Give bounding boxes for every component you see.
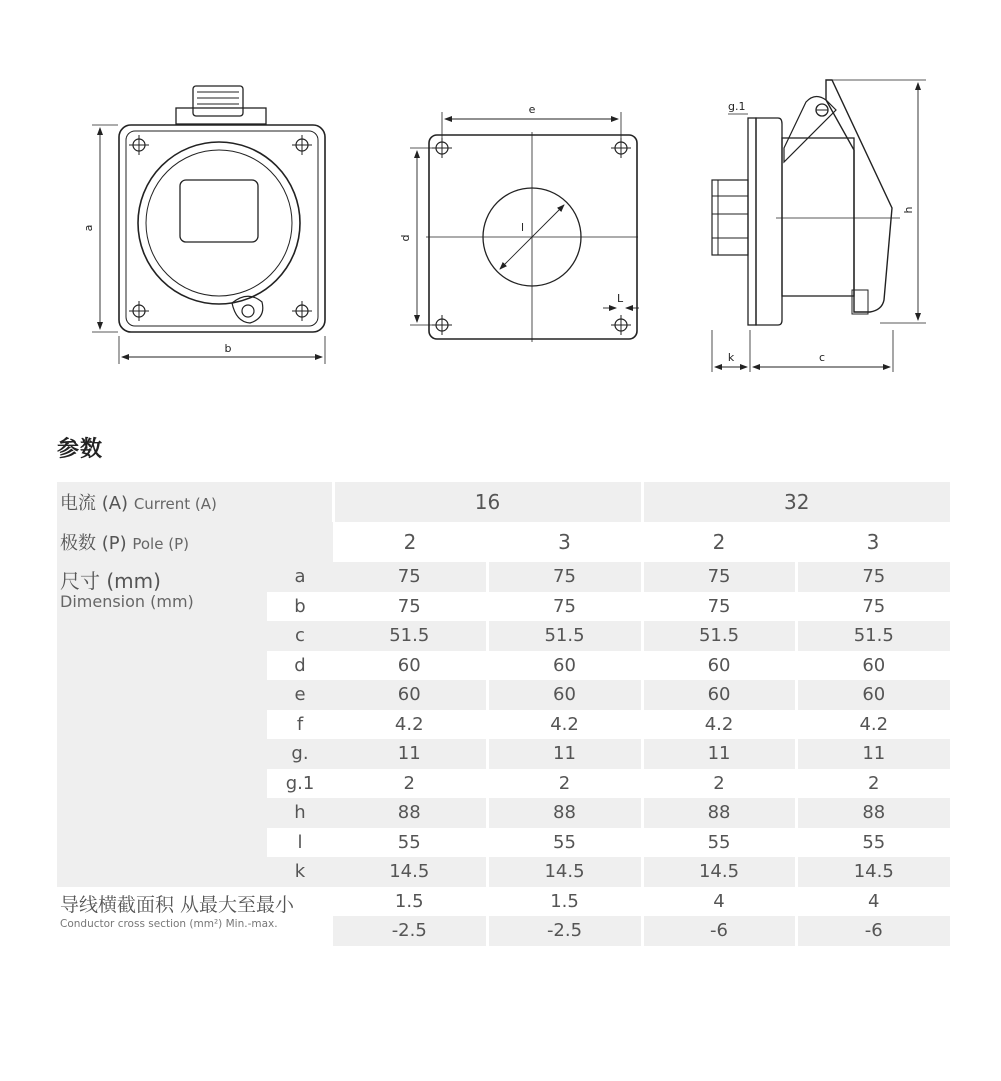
dimension-row xyxy=(57,562,950,592)
dimension-key: g.1 xyxy=(285,772,315,794)
row-pole xyxy=(57,522,950,562)
dimension-value: 2 xyxy=(403,772,415,794)
dimension-value: 55 xyxy=(487,828,642,858)
dimension-key: g. xyxy=(267,739,333,769)
dimension-value: 60 xyxy=(642,651,796,681)
dimension-value: 75 xyxy=(642,562,796,592)
pole-value: 2 xyxy=(403,530,417,554)
pole-label: 极数 (P) Pole (P) xyxy=(57,522,333,562)
dimension-value: 2 xyxy=(796,769,950,799)
conductor-value: 4 xyxy=(796,887,950,917)
dim-label-k: k xyxy=(727,351,735,364)
dimension-value: 60 xyxy=(487,680,642,710)
conductor-value: -2.5 xyxy=(487,916,642,946)
dimension-value: 75 xyxy=(796,562,950,592)
dimension-value: 75 xyxy=(487,562,642,592)
current-value-16: 16 xyxy=(333,482,642,522)
dimension-value: 11 xyxy=(796,739,950,769)
cutout-view xyxy=(399,103,639,342)
conductor-row xyxy=(57,887,950,917)
dimension-value: 4.2 xyxy=(796,710,950,740)
conductor-value: 4 xyxy=(642,887,796,917)
dimension-value: 11 xyxy=(333,739,487,769)
front-view xyxy=(82,86,325,364)
conductor-value: -6 xyxy=(642,916,796,946)
dimension-value: 14.5 xyxy=(487,857,642,887)
dimension-value: 55 xyxy=(397,831,421,853)
dimension-key: l xyxy=(297,831,303,853)
dimension-value: 60 xyxy=(642,680,796,710)
conductor-value: 1.5 xyxy=(487,887,642,917)
dimension-value: 51.5 xyxy=(333,621,487,651)
dimension-value: 75 xyxy=(642,592,796,622)
dimension-value: 75 xyxy=(333,562,487,592)
dimension-value: 4.2 xyxy=(487,710,642,740)
dimension-value: 11 xyxy=(642,739,796,769)
side-view xyxy=(712,80,926,372)
pole-value: 3 xyxy=(866,530,880,554)
dimension-value: 11 xyxy=(487,739,642,769)
dimension-value: 88 xyxy=(487,798,642,828)
dimension-value: 55 xyxy=(642,828,796,858)
spec-table xyxy=(57,482,950,946)
dimension-value: 51.5 xyxy=(642,621,796,651)
dimension-key: f xyxy=(296,713,304,735)
dimension-value: 60 xyxy=(487,651,642,681)
technical-drawings xyxy=(0,0,1001,400)
dim-label-c: c xyxy=(818,351,826,364)
current-label: 电流 (A) Current (A) xyxy=(57,482,333,522)
dimension-value: 51.5 xyxy=(796,621,950,651)
dimension-value: 14.5 xyxy=(333,857,487,887)
dimension-value: 14.5 xyxy=(642,857,796,887)
dimension-key: e xyxy=(267,680,333,710)
dimension-key: a xyxy=(267,562,333,592)
dimension-value: 75 xyxy=(796,592,950,622)
dimension-value: 60 xyxy=(796,680,950,710)
dim-label-h: h xyxy=(902,206,915,214)
dimension-value: 2 xyxy=(487,769,642,799)
section-title: 参数 xyxy=(57,437,104,462)
pole-value: 3 xyxy=(558,530,571,554)
dimension-key: d xyxy=(294,654,306,676)
dimension-key: b xyxy=(294,595,306,617)
dimension-value: 51.5 xyxy=(487,621,642,651)
dimension-key: h xyxy=(267,798,333,828)
dimension-value: 60 xyxy=(333,680,487,710)
dimension-label: 尺寸 (mm) Dimension (mm) xyxy=(57,562,267,887)
pole-value: 2 xyxy=(712,530,726,554)
row-current xyxy=(57,482,950,522)
dimension-value: 88 xyxy=(796,798,950,828)
dimension-value: 14.5 xyxy=(796,857,950,887)
conductor-value: -6 xyxy=(796,916,950,946)
conductor-value: 1.5 xyxy=(394,890,424,912)
dimension-value: 4.2 xyxy=(642,710,796,740)
dimension-value: 88 xyxy=(333,798,487,828)
dim-label-b: b xyxy=(224,342,232,355)
dimension-value: 60 xyxy=(397,654,421,676)
dim-label-e: e xyxy=(528,103,536,116)
dimension-value: 4.2 xyxy=(394,713,424,735)
conductor-label: 导线横截面积 从最大至最小 Conductor cross section (mm²) Min.-max. xyxy=(60,893,295,930)
dim-label-d: d xyxy=(399,234,412,242)
dimension-key: k xyxy=(267,857,333,887)
dim-label-l: l xyxy=(521,221,525,234)
dimension-value: 75 xyxy=(487,592,642,622)
current-value-32: 32 xyxy=(642,482,950,522)
dim-label-a: a xyxy=(82,224,95,232)
dimension-value: 88 xyxy=(642,798,796,828)
dim-label-L: L xyxy=(617,292,624,305)
dimension-value: 75 xyxy=(397,595,421,617)
dimension-value: 2 xyxy=(642,769,796,799)
conductor-value: -2.5 xyxy=(333,916,487,946)
dimension-key: c xyxy=(267,621,333,651)
dimension-value: 60 xyxy=(796,651,950,681)
dimension-value: 55 xyxy=(796,828,950,858)
dim-label-g1: g.1 xyxy=(728,100,746,113)
